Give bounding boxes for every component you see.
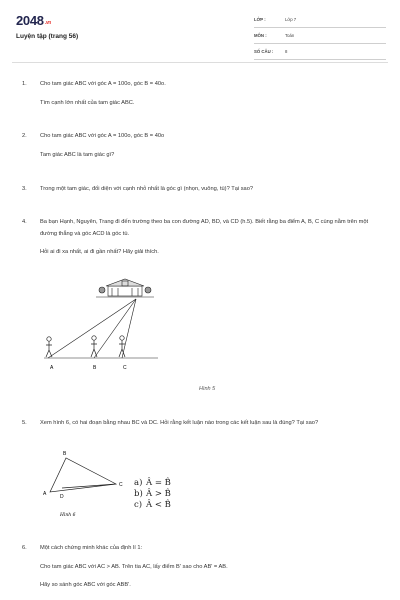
question-4: 4. Ba bạn Hạnh, Nguyên, Trang đi đến trường theo ba con đường AD, BD, và CD (h.5). Biết rằng ba điểm A, B, C cùng nằm trên một đường thẳng và góc ACD là góc tù. Hỏi ai đi xa nhất, ai đi gần nhất? Hãy giải thích. [22, 217, 380, 259]
point-label-a: A [50, 365, 54, 371]
site-logo[interactable]: 2048.vn [16, 13, 52, 28]
question-text: Cho tam giác ABC với góc A = 100o, góc B = 40o [40, 133, 165, 139]
meta-subject: MÔN : Toán [254, 31, 386, 44]
option-a: a) Â = B̂ [134, 478, 171, 488]
question-text: Xem hình 6, có hai đoạn bằng nhau BC và DC. Hỏi rằng kết luận nào trong các kết luận sau là đúng? Tại sao? [40, 420, 319, 426]
question-6: 6. Một cách chứng minh khác của định lí 1: Cho tam giác ABC với AC > AB. Trên tia AC, lấy điểm B' sao cho AB' = AB. Hãy so sánh góc ABC với góc ABB'. [22, 543, 380, 592]
figure-6-diagram [38, 446, 130, 522]
meta-question-count: SỐ CÂU : 8 [254, 47, 386, 60]
question-2: 2. Cho tam giác ABC với góc A = 100o, góc B = 40o Tam giác ABC là tam giác gì? [22, 131, 380, 161]
point-label-b: B [93, 365, 97, 371]
question-text: Một cách chứng minh khác của định lí 1: [40, 545, 143, 551]
question-text: Hỏi ai đi xa nhất, ai đi gần nhất? Hãy giải thích. [40, 249, 159, 255]
figure-5-diagram [38, 272, 188, 374]
person-nguyen-icon [91, 336, 97, 357]
question-3: 3. Trong một tam giác, đối diện với cạnh nhỏ nhất là góc gì (nhọn, vuông, tù)? Tại sao? [22, 184, 380, 196]
meta-class: LỚP : Lớp 7 [254, 15, 386, 28]
question-text: Tìm cạnh lớn nhất của tam giác ABC. [40, 99, 135, 106]
point-label-a: A [43, 491, 47, 497]
meta-info [254, 15, 386, 63]
option-b: b) Â > B̂ [134, 489, 171, 499]
person-hanh-icon [46, 337, 52, 357]
point-label-d: D [60, 494, 64, 500]
question-text: Cho tam giác ABC với AC > AB. Trên tia AC, lấy điểm B' sao cho AB' = AB. [40, 563, 228, 570]
page-title: Luyện tập (trang 56) [16, 33, 79, 40]
point-label-c: C [119, 482, 123, 488]
triangle-shape [50, 458, 116, 492]
figure-5-caption: Hình 5 [199, 386, 216, 392]
path-lines [44, 299, 158, 358]
question-1: 1. Cho tam giác ABC với góc A = 100o, góc B = 40o. Tìm cạnh lớn nhất của tam giác ABC. [22, 79, 380, 109]
option-c: c) Â < B̂ [134, 500, 171, 510]
school-icon [96, 279, 154, 297]
answer-options [134, 478, 171, 511]
header-divider [12, 62, 388, 63]
question-text: Hãy so sánh góc ABC với góc ABB'. [40, 582, 131, 588]
point-label-c: C [123, 365, 127, 371]
figure-6-caption: Hình 6 [60, 513, 76, 518]
point-label-b: B [63, 451, 67, 457]
question-text: Ba bạn Hạnh, Nguyên, Trang đi đến trường theo ba con đường AD, BD, và CD (h.5). Biết rằng ba điểm A, B, C cùng nằm trên một đường thẳng và góc ACD là góc tù. [40, 219, 369, 237]
person-trang-icon [119, 336, 125, 357]
question-text: Trong một tam giác, đối diện với cạnh nhỏ nhất là góc gì (nhọn, vuông, tù)? Tại sao? [40, 186, 254, 192]
question-5: 5. Xem hình 6, có hai đoạn bằng nhau BC và DC. Hỏi rằng kết luận nào trong các kết luận sau là đúng? Tại sao? [22, 418, 380, 430]
question-text: Tam giác ABC là tam giác gì? [40, 151, 115, 158]
question-text: Cho tam giác ABC với góc A = 100o, góc B = 40o. [40, 81, 166, 87]
